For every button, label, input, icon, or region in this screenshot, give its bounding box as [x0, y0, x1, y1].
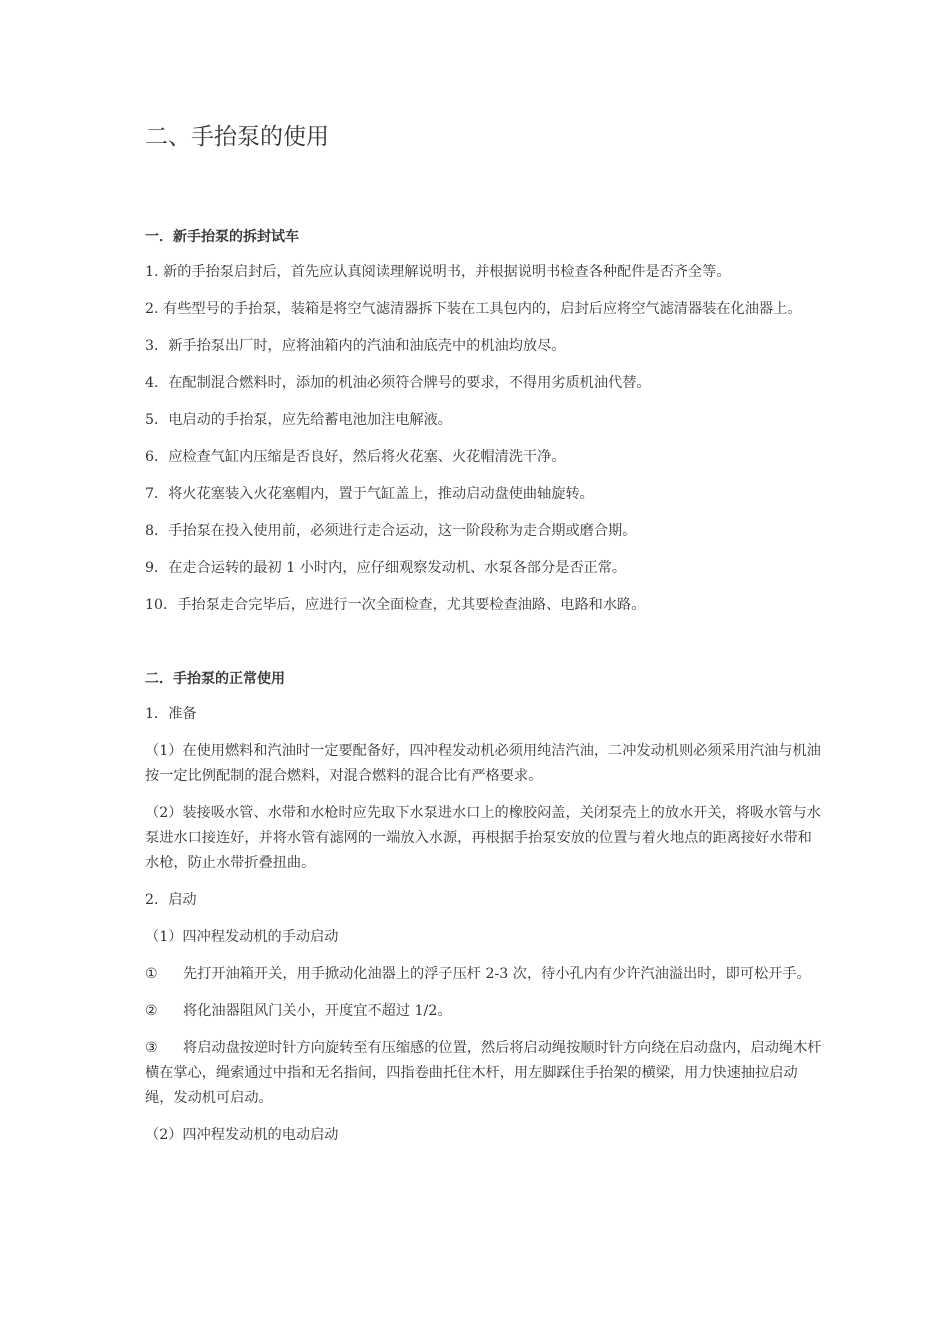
prep-heading: 1．准备: [145, 706, 197, 722]
step-3: [145, 1036, 825, 1111]
step-1: [145, 962, 825, 987]
section1-heading: 一．新手抬泵的拆封试车: [145, 229, 299, 245]
electric-start-heading: （2）四冲程发动机的电动启动: [145, 1127, 339, 1143]
s1-item-5: 5．电启动的手抬泵，应先给蓄电池加注电解液。: [145, 412, 452, 428]
step-2: [145, 999, 825, 1024]
prep-item-2: （2）装接吸水管、水带和水枪时应先取下水泵进水口上的橡胶闷盖，关闭泵壳上的放水开关，将吸水管与水泵进水口接连好，并将水管有滤网的一端放入水源，再根据手抬泵安放的位置与着火地点的距离接好水带和水枪，防止水带折叠扭曲。: [145, 805, 821, 871]
manual-start-heading: （1）四冲程发动机的手动启动: [145, 929, 339, 945]
step-1-text: 先打开油箱开关，用手掀动化油器上的浮子压杆 2-3 次，待小孔内有少许汽油溢出时，即可松开手。: [183, 966, 811, 982]
s1-item-3: 3．新手抬泵出厂时，应将油箱内的汽油和油底壳中的机油均放尽。: [145, 338, 566, 354]
s1-item-1: 1. 新的手抬泵启封后，首先应认真阅读理解说明书，并根据说明书检查各种配件是否齐全等。: [145, 264, 731, 280]
document-body: [145, 226, 825, 1148]
s1-item-6: 6．应检查气缸内压缩是否良好，然后将火花塞、火花帽清洗干净。: [145, 449, 566, 465]
s1-item-9: 9．在走合运转的最初 1 小时内，应仔细观察发动机、水泵各部分是否正常。: [145, 560, 627, 576]
section2-heading: 二．手抬泵的正常使用: [145, 671, 285, 687]
s1-item-4: 4．在配制混合燃料时，添加的机油必须符合牌号的要求，不得用劣质机油代替。: [145, 375, 651, 391]
page-title: 二、手抬泵的使用: [145, 124, 329, 150]
prep-item-1: （1）在使用燃料和汽油时一定要配备好，四冲程发动机必须用纯洁汽油，二冲发动机则必须采用汽油与机油按一定比例配制的混合燃料，对混合燃料的混合比有严格要求。: [145, 743, 821, 784]
s1-item-7: 7．将火花塞装入火花塞帽内，置于气缸盖上，推动启动盘使曲轴旋转。: [145, 486, 594, 502]
s1-item-8: 8．手抬泵在投入使用前，必须进行走合运动，这一阶段称为走合期或磨合期。: [145, 523, 637, 539]
step-3-text: 将启动盘按逆时针方向旋转至有压缩感的位置，然后将启动绳按顺时针方向绕在启动盘内，启动绳木杆横在掌心，绳索通过中指和无名指间，四指卷曲托住木杆，用左脚踩住手抬架的横梁，用力快速抽拉启动绳，发动机可启动。: [145, 1040, 822, 1106]
step-2-marker: ②: [145, 1003, 158, 1019]
start-heading: 2．启动: [145, 892, 197, 908]
s1-item-2: 2. 有些型号的手抬泵，装箱是将空气滤清器拆下装在工具包内的，启封后应将空气滤清器装在化油器上。: [145, 301, 802, 317]
step-3-marker: ③: [145, 1040, 158, 1056]
step-1-marker: ①: [145, 966, 158, 982]
s1-item-10: 10．手抬泵走合完毕后，应进行一次全面检查，尤其要检查油路、电路和水路。: [145, 597, 646, 613]
step-2-text: 将化油器阻风门关小，开度宜不超过 1/2。: [183, 1003, 452, 1019]
